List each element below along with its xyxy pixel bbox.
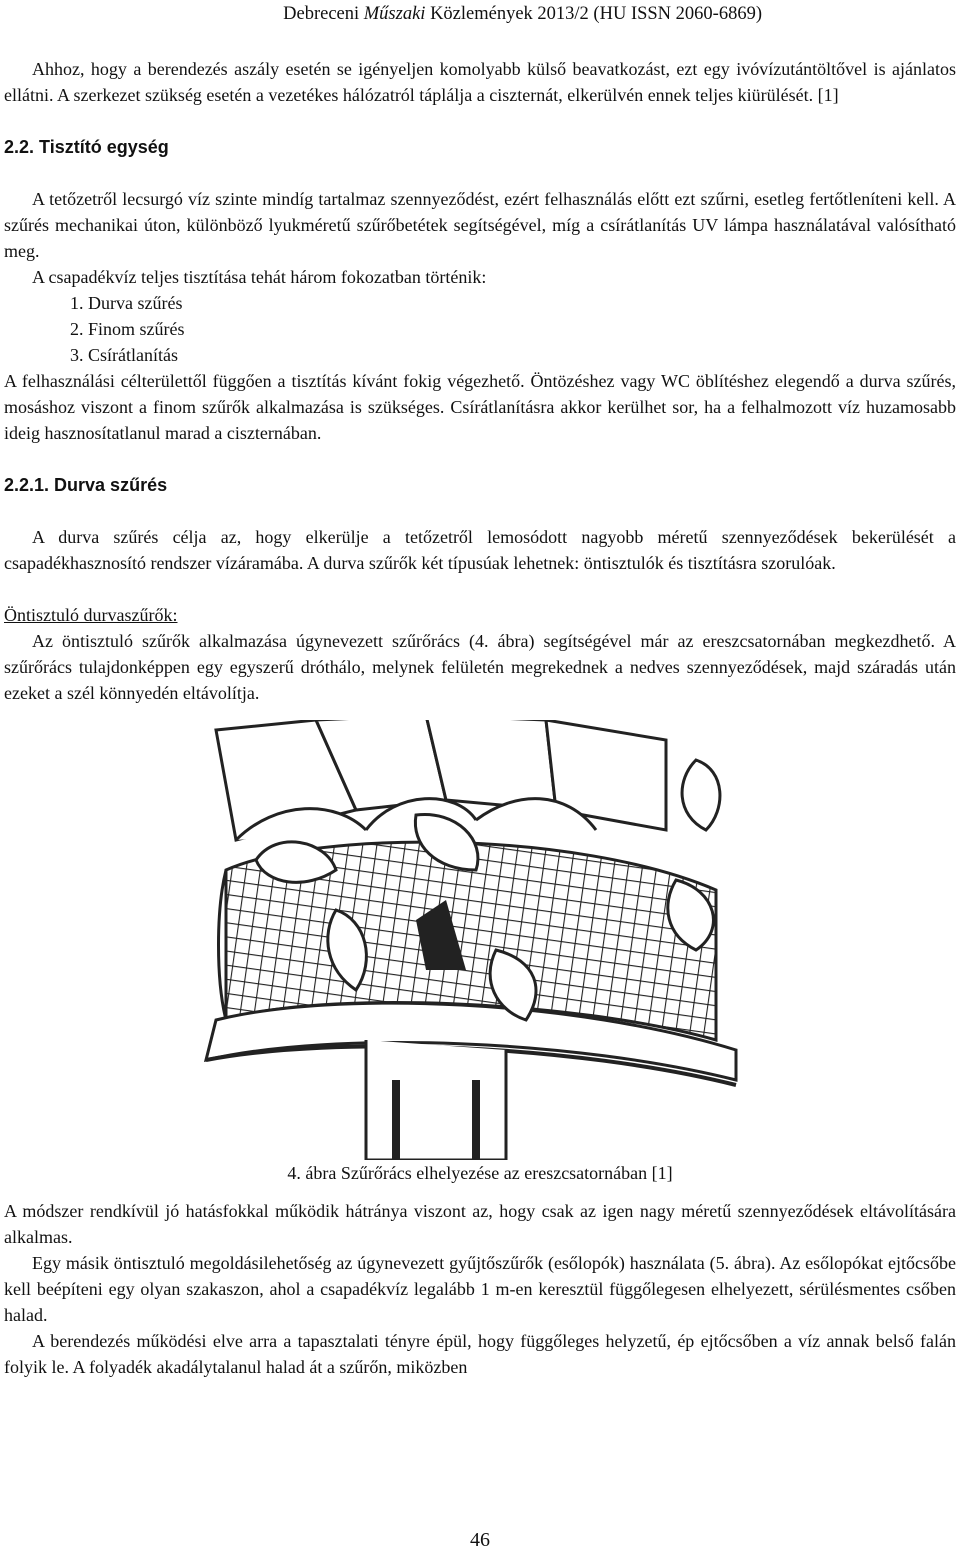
paragraph-usage: A felhasználási célterülettől függően a tisztítás kívánt fokig végezhető. Öntözéshez vagy WC öblítéshez elegendő a durva szűrés, mosáshoz viszont a finom szűrők alkalmazása is szükséges. Csírátlanításra akkor kerülhet sor, ha a felhalmozott víz huzamosabb ideig hasznosítatlanul marad a ciszternában.: [4, 371, 956, 443]
section-heading-2-2: 2.2. Tisztító egység: [4, 137, 169, 157]
paragraph-cleaning-intro: A tetőzetről lecsurgó víz szinte mindíg tartalmaz szennyeződést, ezért felhasználás előtt ezt szűrni, esetleg fertőtleníteni kell. A szűrés mechanikai úton, különböző lyukméretű szűrőbetétek segítségével, míg a csírátlanítás UV lámpa használatával valósítható meg.: [4, 189, 956, 261]
page-number: 46: [470, 1529, 490, 1551]
figure-caption: 4. ábra Szűrőrács elhelyezése az ereszcsatornában [1]: [287, 1163, 673, 1183]
paragraph-collector-filters: Egy másik öntisztuló megoldásilehetőség az úgynevezett gyűjtőszűrők (esőlopók) használata (5. ábra). Az esőlopókat ejtőcsőbe kell beépíteni egy olyan szakaszon, ahol a csapadékvíz legalább 1 m-en keresztül függőlegesen elhelyezett, sérülésmentes csőben halad.: [4, 1253, 956, 1325]
paragraph-operating-principle: A berendezés működési elve arra a tapasztalati tényre épül, hogy függőleges helyzetű, ép ejtőcsőben a víz annak belső falán folyik le. A folyadék akadálytalanul halad át a szűrőn, miközben: [4, 1331, 956, 1377]
paragraph-filter-grid: Az öntisztuló szűrők alkalmazása úgynevezett szűrőrács (4. ábra) segítségével már az ereszcsatornában megkezdhető. A szűrőrács tulajdonképpen egy egyszerű dróthálo, melynek felületén megrekednek a nedves szennyeződések, majd száradás után ezeket a szél könnyedén eltávolítja.: [4, 631, 956, 703]
intro-paragraph: Ahhoz, hogy a berendezés aszály esetén se igényeljen komolyabb külső beavatkozást, ezt egy ivóvízutántöltővel is ajánlatos ellátni. A szerkezet szükség esetén a vezetékes hálózatról táplálja a ciszternát, elkerülvén ennek teljes kiürülését. [1]: [4, 59, 956, 105]
gutter-mesh-illustration: [196, 720, 756, 1160]
list-item: 1. Durva szűrés: [70, 293, 183, 313]
section-heading-2-2-1: 2.2.1. Durva szűrés: [4, 475, 168, 495]
subheading-self-cleaning: Öntisztuló durvaszűrők:: [4, 605, 178, 625]
figure-gutter-filter: [4, 720, 956, 1160]
running-header: Debreceni Műszaki Közlemények 2013/2 (HU ISSN 2060-6869): [283, 4, 762, 24]
paragraph-method-drawback: A módszer rendkívül jó hatásfokkal működik hátránya viszont az, hogy csak az igen nagy méretű szennyeződések eltávolítására alkalmas.: [4, 1201, 956, 1247]
list-item: 3. Csírátlanítás: [70, 345, 178, 365]
cleaning-steps-list: [4, 290, 956, 368]
main-content: [4, 56, 956, 1380]
paragraph-coarse-filtering: A durva szűrés célja az, hogy elkerülje a tetőzetről lemosódott nagyobb méretű szennyeződések bekerülését a csapadékhasznosító rendszer vízáramába. A durva szűrők két típusúak lehetnek: öntisztulók és tisztításra szorulóak.: [4, 527, 956, 573]
list-item: 2. Finom szűrés: [70, 319, 185, 339]
paragraph-three-stages: A csapadékvíz teljes tisztítása tehát három fokozatban történik:: [32, 267, 487, 287]
